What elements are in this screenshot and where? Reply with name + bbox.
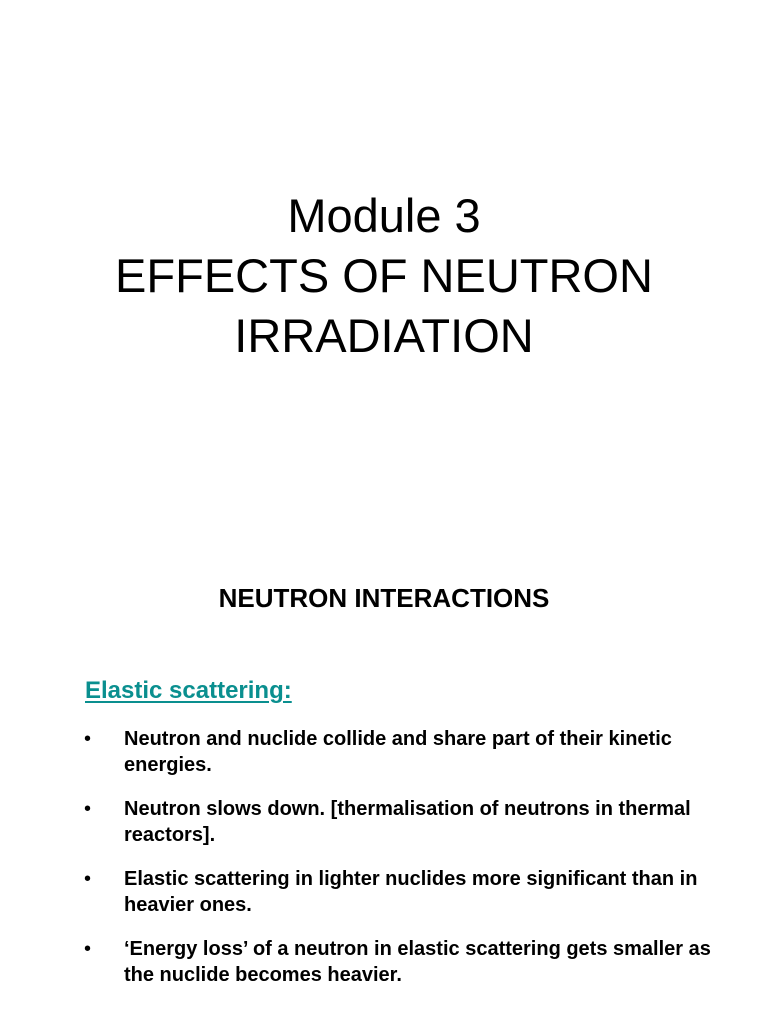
title-line-module: Module 3 [287, 189, 481, 242]
bullet-text: Neutron slows down. [thermalisation of neutrons in thermal reactors]. [124, 798, 691, 846]
section-heading: NEUTRON INTERACTIONS [218, 583, 550, 613]
bullet-item [84, 796, 724, 848]
bullet-list [84, 726, 724, 1006]
title-line-effects: EFFECTS OF NEUTRON [115, 249, 653, 302]
bullet-marker: • [84, 728, 92, 750]
bullet-marker: • [84, 938, 92, 960]
bullet-marker: • [84, 798, 92, 820]
sub-heading-elastic-scattering: Elastic scattering: [85, 677, 292, 704]
title-line-irradiation: IRRADIATION [234, 309, 534, 362]
bullet-text: Neutron and nuclide collide and share part of their kinetic energies. [124, 728, 672, 776]
bullet-item [84, 726, 724, 778]
bullet-text: Elastic scattering in lighter nuclides more significant than in heavier ones. [124, 868, 698, 916]
bullet-marker: • [84, 868, 92, 890]
slide-title [0, 186, 768, 366]
bullet-item [84, 866, 724, 918]
bullet-text: ‘Energy loss’ of a neutron in elastic scattering gets smaller as the nuclide becomes heavier. [124, 938, 711, 986]
bullet-item [84, 936, 724, 988]
